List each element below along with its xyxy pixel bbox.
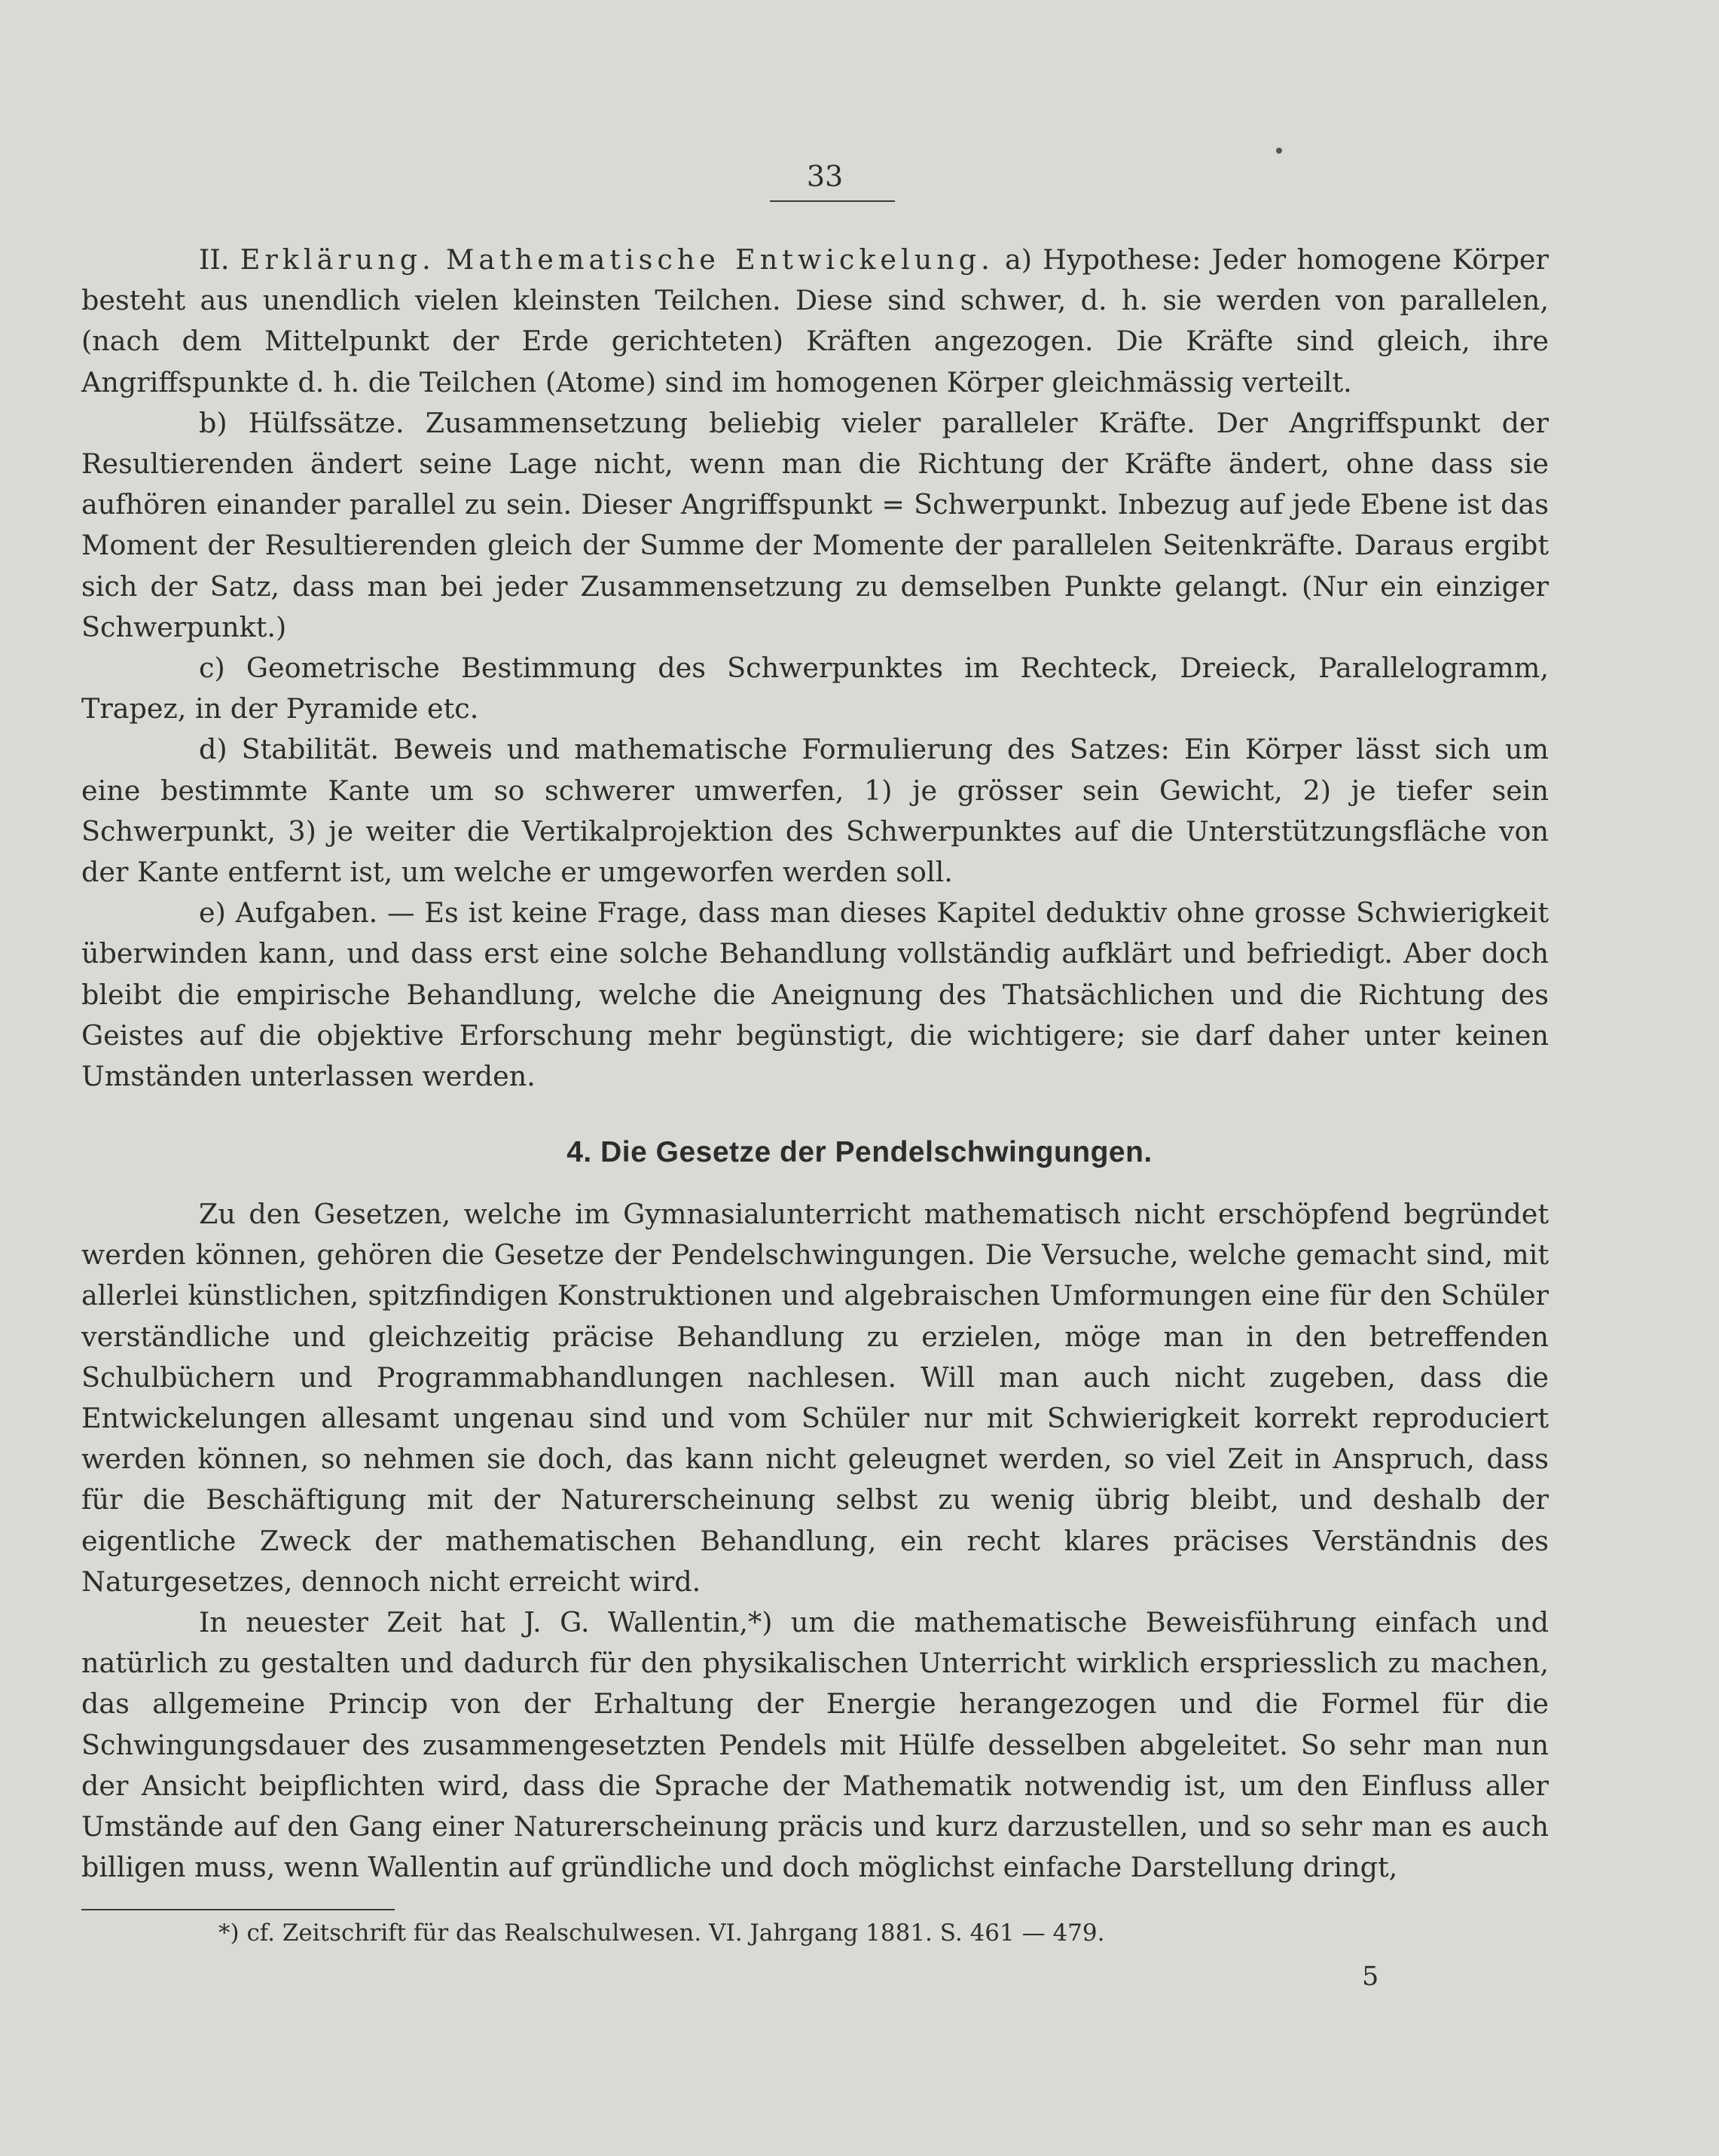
paragraph-pendel-1: Zu den Gesetzen, welche im Gymnasialunterricht mathematisch nicht erschöpfend begründet werden können, gehören die Gesetze der Pendelschwingungen. Die Versuche, welche gemacht sind, mit allerlei künstlichen, spitzfindigen Konstruktionen und algebraischen Umformungen eine für den Schüler verständliche und gleichzeitig präcise Behandlung zu erzielen, möge man in den betreffenden Schulbüchern und Programmabhandlungen nachlesen. Will man auch nicht zugeben, dass die Entwickelungen allesamt ungenau sind und vom Schüler nur mit Schwierigkeit korrekt reproduciert werden können, so nehmen sie doch, das kann nicht geleugnet werden, so viel Zeit in Anspruch, dass für die Beschäftigung mit der Naturerscheinung selbst zu wenig übrig bleibt, und deshalb der eigentliche Zweck der mathematischen Behandlung, ein recht klares präcises Verständnis des Naturgesetzes, dennoch nicht erreicht wird.: [81, 1198, 1549, 1598]
section-heading: 4. Die Gesetze der Pendelschwingungen.: [566, 1136, 1153, 1168]
paragraph-e: e) Aufgaben. — Es ist keine Frage, dass man dieses Kapitel deduktiv ohne grosse Schwierigkeit überwinden kann, und dass erst eine solche Behandlung vollständig aufklärt und befriedigt. Aber doch bleibt die empirische Behandlung, welche die Aneignung des Thatsächlichen und die Richtung des Geistes auf die objektive Erforschung mehr begünstigt, die wichtigere; sie darf daher unter keinen Umständen unterlassen werden.: [81, 896, 1549, 1093]
page-number-rule: [770, 200, 895, 202]
footnote: *) cf. Zeitschrift für das Realschulwesen. VI. Jahrgang 1881. S. 461 — 479.: [218, 1919, 1105, 1947]
page-number: 33: [806, 160, 844, 193]
paragraph-a-text: a) Hypothese: Jeder homogene Körper besteht aus unendlich vielen kleinsten Teilchen. Diese sind schwer, d. h. sie werden von parallelen, (nach dem Mittelpunkt der Erde gerichteten) Kräften angezogen. Die Kräfte sind gleich, ihre Angriffspunkte d. h. die Teilchen (Atome) sind im homogenen Körper gleichmässig verteilt.: [81, 243, 1549, 399]
paragraph-a: [81, 240, 1549, 403]
paragraph-b: b) Hülfssätze. Zusammensetzung beliebig vieler paralleler Kräfte. Der Angriffspunkt der Resultierenden ändert seine Lage nicht, wenn man die Richtung der Kräfte ändert, ohne dass sie aufhören einander parallel zu sein. Dieser Angriffspunkt = Schwerpunkt. Inbezug auf jede Ebene ist das Moment der Resultierenden gleich der Summe der Momente der parallelen Seitenkräfte. Daraus ergibt sich der Satz, dass man bei jeder Zusammensetzung zu demselben Punkte gelangt. (Nur ein einziger Schwerpunkt.): [81, 406, 1549, 643]
label-erklaerung: Erklärung.: [240, 243, 435, 276]
label-math-entwickelung: Mathematische Entwickelung.: [446, 243, 994, 276]
paragraph-pendel-2: In neuester Zeit hat J. G. Wallentin,*) um die mathematische Beweisführung einfach und natürlich zu gestalten und dadurch für den physikalischen Unterricht wirklich erspriesslich zu machen, das allgemeine Princip von der Erhaltung der Energie herangezogen und die Formel für die Schwingungsdauer des zusammengesetzten Pendels mit Hülfe desselben abgeleitet. So sehr man nun der Ansicht beipflichten wird, dass die Sprache der Mathematik notwendig ist, um den Einfluss aller Umstände auf den Gang einer Naturerscheinung präcis und kurz darzustellen, und so sehr man es auch billigen muss, wenn Wallentin auf gründliche und doch möglichst einfache Darstellung dringt,: [81, 1606, 1549, 1884]
label-ii: II.: [199, 243, 230, 276]
section-pendelschwingungen: [81, 1194, 1549, 1888]
paragraph-d: d) Stabilität. Beweis und mathematische Formulierung des Satzes: Ein Körper lässt sich um eine bestimmte Kante um so schwerer umwerfen, 1) je grösser sein Gewicht, 2) je tiefer sein Schwerpunkt, 3) je weiter die Vertikalprojektion des Schwerpunktes auf die Unterstützungsfläche von der Kante entfernt ist, um welche er umgeworfen werden soll.: [81, 733, 1549, 889]
section-erklaerung: [81, 240, 1549, 1097]
footnote-rule: [81, 1909, 395, 1910]
paragraph-c: c) Geometrische Bestimmung des Schwerpunktes im Rechteck, Dreieck, Parallelogramm, Trapez, in der Pyramide etc.: [81, 652, 1549, 725]
ink-dot: [1276, 148, 1282, 154]
signature-mark: 5: [1362, 1962, 1379, 1992]
